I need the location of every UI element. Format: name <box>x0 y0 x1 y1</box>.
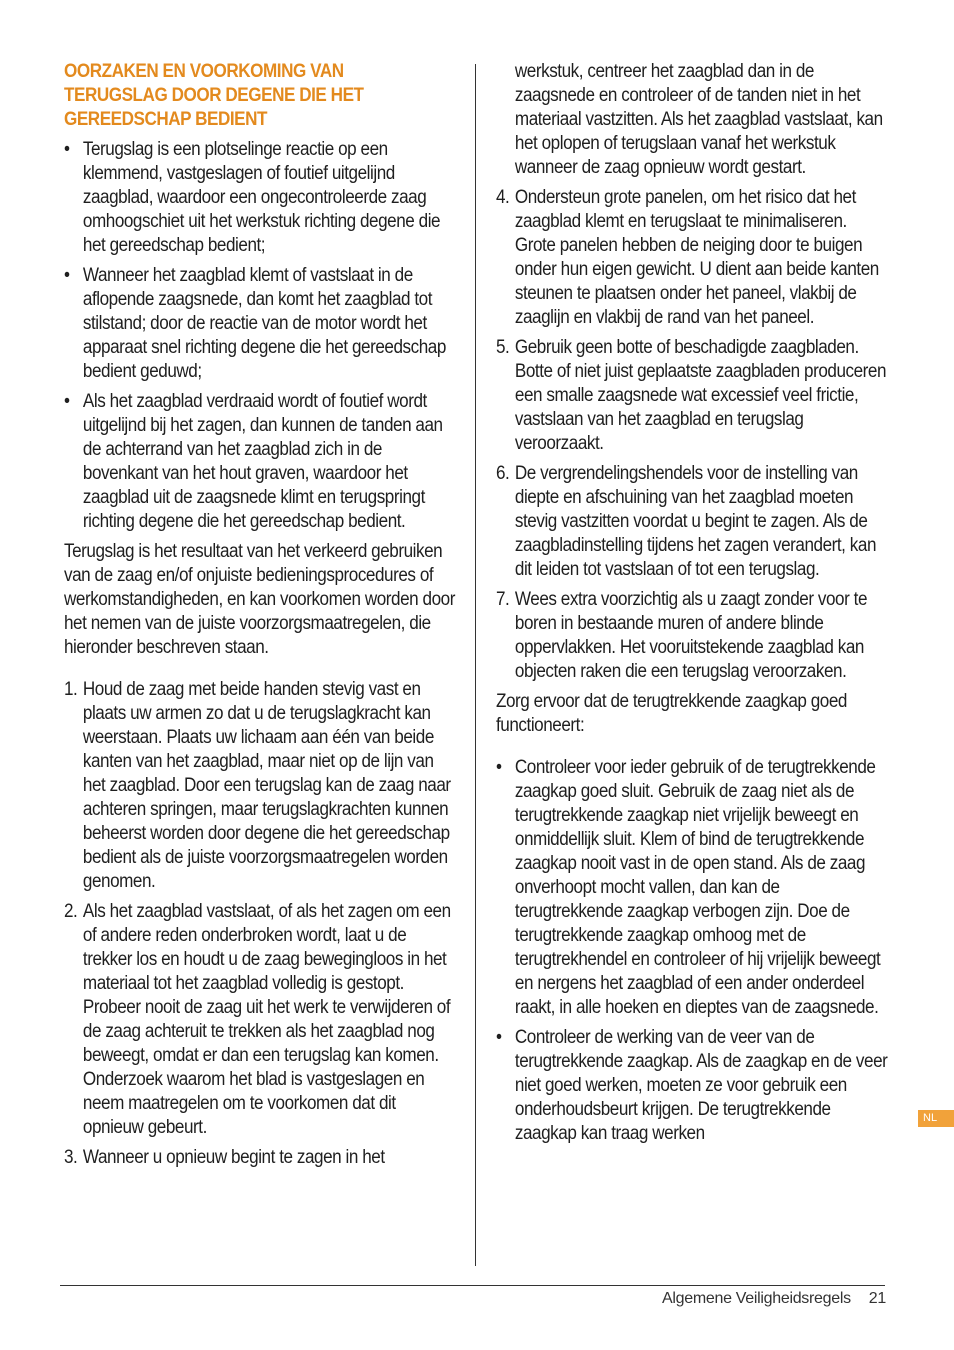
bullet-item: • Terugslag is een plotselinge reactie op een klemmend, vastgeslagen of foutief uitgelijnd zaagblad, waardoor een ongecontroleerde zaag omhoogschiet uit het werkstuk richting degene die het gereedschap bedient; <box>64 138 456 258</box>
numbered-item <box>64 678 456 894</box>
item-text: Wanneer u opnieuw begint te zagen in het <box>82 1147 385 1168</box>
page-footer <box>662 1290 886 1308</box>
item-number: 6. <box>496 463 510 484</box>
numbered-item <box>496 336 888 456</box>
guard-paragraph: Zorg ervoor dat de terugtrekkende zaagkap goed functioneert: <box>496 691 847 736</box>
item-number: 1. <box>64 679 78 700</box>
column-divider <box>475 64 476 1266</box>
heading-line: TERUGSLAG DOOR DEGENE DIE HET <box>64 85 364 106</box>
item-number: 5. <box>496 337 510 358</box>
item-text: Gebruik geen botte of beschadigde zaagbladen. Botte of niet juist geplaatste zaagbladen produceren een smalle zaagsnede wat excessief veel frictie, vastslaan van het zaagblad en terugslag veroorzaakt. <box>514 337 887 454</box>
language-tab: NL <box>918 1110 954 1127</box>
bullet-item: • Controleer de werking van de veer van de terugtrekkende zaagkap. Als de zaagkap en de veer niet goed werken, moeten ze voor gebruik een onderhoudsbeurt krijgen. De terugtrekkende zaagkap kan traag werken <box>496 1026 888 1146</box>
section-heading <box>64 60 456 132</box>
item-number: 3. <box>64 1147 78 1168</box>
continuation-text: werkstuk, centreer het zaagblad dan in de zaagsnede en controleer of de tanden niet in het materiaal vastzitten. Als het zaagblad vastslaat, kan het oplopen of terugslaan vanaf het werkstuk wanneer de zaag opnieuw wordt gestart. <box>514 61 883 178</box>
bullet-item: • Als het zaagblad verdraaid wordt of foutief wordt uitgelijnd bij het zagen, dan kunnen de tanden aan de achterrand van het zaagblad zich in de bovenkant van het hout graven, waardoor het zaagblad uit de zaagsnede klimt en terugspringt richting degene die het gereedschap bedient. <box>64 390 456 534</box>
item-number: 2. <box>64 901 78 922</box>
item-text: Ondersteun grote panelen, om het risico dat het zaagblad klemt en terugslaat te minimaliseren. Grote panelen hebben de neiging door te buigen onder hun eigen gewicht. U dient aan beide kanten steunen te plaatsen onder het paneel, vlakbij de zaaglijn en vlakbij de rand van het paneel. <box>514 187 879 328</box>
numbered-list-left <box>64 678 456 1170</box>
item-text: Als het zaagblad vastslaat, of als het zagen om een of andere reden onderbroken wordt, laat u de trekker los en houdt u de zaag bewegingloos in het materiaal tot het zaagblad volledig is gestopt. Probeer nooit de zaag uit het werk te verwijderen of de zaag achteruit te trekken als het zaagblad nog beweegt, omdat er dan een terugslag kan komen. Onderzoek waarom het blad is vastgeslagen en neem maatregelen om te voorkomen dat dit opnieuw gebeurt. <box>82 901 451 1138</box>
left-column <box>64 60 456 1176</box>
numbered-item <box>496 462 888 582</box>
item-text: Houd de zaag met beide handen stevig vast en plaats uw armen zo dat u de terugslagkracht kan weerstaan. Plaats uw lichaam aan één van beide kanten van het zaagblad, maar niet op de lijn van het zaagblad. Door een terugslag kan de zaag naar achteren springen, maar terugslagkrachten kunnen beheerst worden door degene die het gereedschap bedient als de juiste voorzorgsmaatregelen worden genomen. <box>82 679 451 892</box>
numbered-item <box>64 900 456 1140</box>
item-number: 7. <box>496 589 510 610</box>
right-column <box>496 60 888 1152</box>
bullet-item: • Wanneer het zaagblad klemt of vastslaat in de aflopende zaagsnede, dan komt het zaagblad tot stilstand; door de reactie van de motor wordt het apparaat snel richting degene die het gereedschap bedient geduwd; <box>64 264 456 384</box>
numbered-item <box>496 186 888 330</box>
numbered-item <box>496 588 888 684</box>
kickback-bullets <box>64 138 456 534</box>
heading-line: GEREEDSCHAP BEDIENT <box>64 109 268 130</box>
item-text: De vergrendelingshendels voor de instelling van diepte en afschuining van het zaagblad moeten stevig vastzitten voordat u begint te zagen. Als de zaagbladinstelling tijdens het zagen verandert, kan dit leiden tot vastslaan of tot een terugslag. <box>514 463 877 580</box>
item-number: 4. <box>496 187 510 208</box>
bullet-item: • Controleer voor ieder gebruik of de terugtrekkende zaagkap goed sluit. Gebruik de zaag niet als de terugtrekkende zaagkap niet vrijelijk beweegt en onmiddellijk sluit. Klem of bind de terugtrekkende zaagkap nooit vast in de open stand. Als de zaag onverhoopt mocht vallen, dan kan de terugtrekkende zaagkap verbogen zijn. Doe de terugtrekkende zaagkap omhoog met de terugtrekhendel en controleer of hij vrijelijk beweegt en nergens het zaagblad of een ander onderdeel raakt, in alle hoeken en dieptes van de zaagsnede. <box>496 756 888 1020</box>
numbered-item <box>64 1146 456 1170</box>
numbered-list-right <box>496 186 888 684</box>
guard-bullets <box>496 756 888 1146</box>
item-text: Wees extra voorzichtig als u zaagt zonder voor te boren in bestaande muren of andere blinde oppervlakken. Het vooruitstekende zaagblad kan objecten raken die een terugslag veroorzaken. <box>514 589 868 682</box>
page-number: 21 <box>868 1290 886 1307</box>
footer-section-title: Algemene Veiligheidsregels <box>662 1290 851 1307</box>
footer-rule <box>60 1285 885 1286</box>
heading-line: OORZAKEN EN VOORKOMING VAN <box>64 61 344 82</box>
intro-paragraph: Terugslag is het resultaat van het verkeerd gebruiken van de zaag en/of onjuiste bedieningsprocedures of werkomstandigheden, en kan voorkomen worden door het nemen van de juiste voorzorgsmaatregelen, die hieronder beschreven staan. <box>64 541 455 658</box>
